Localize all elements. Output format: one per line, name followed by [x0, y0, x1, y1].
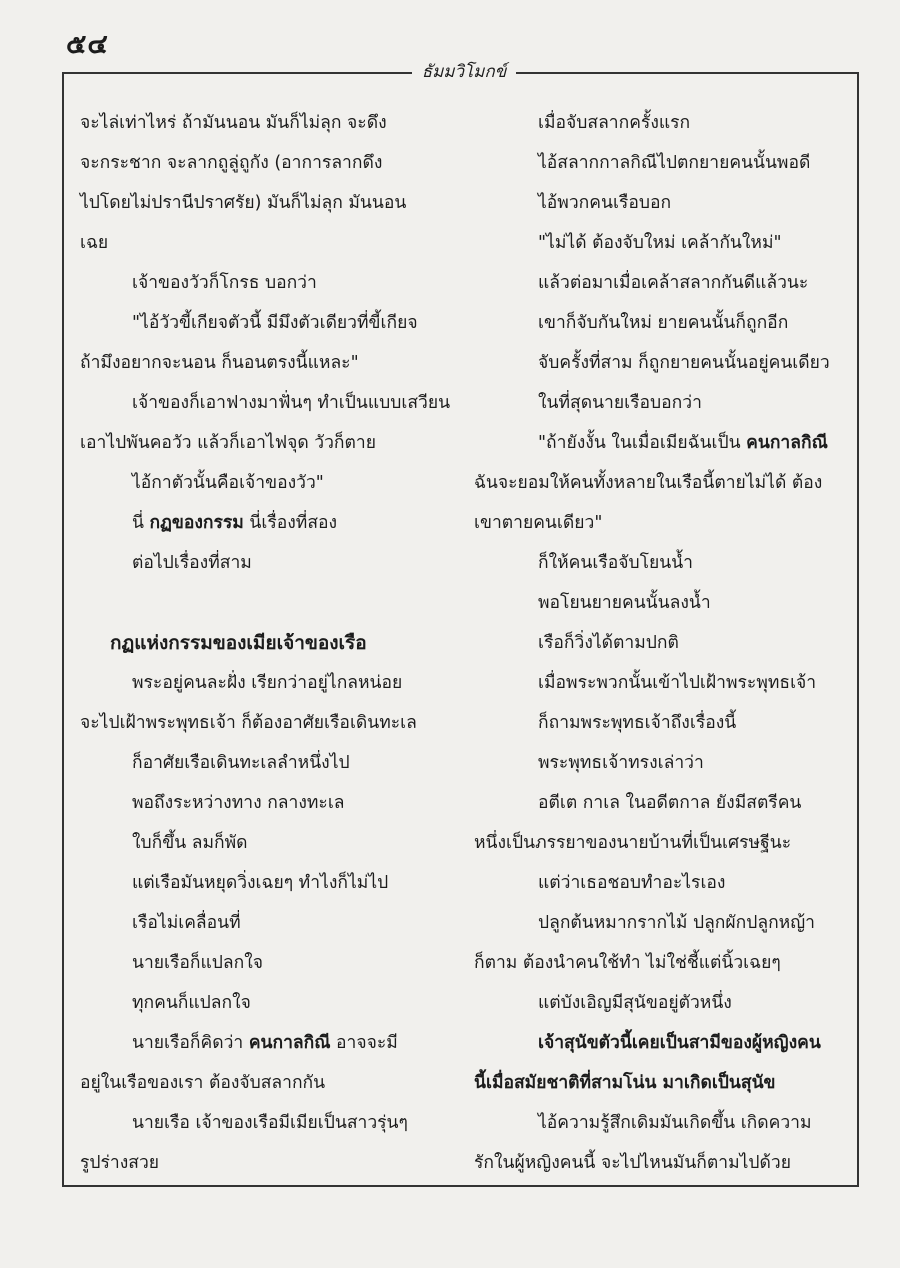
text-run: "ถ้ายังงั้น ในเมื่อเมียฉันเป็น: [538, 433, 747, 453]
text-line: ปลูกต้นหมากรากไม้ ปลูกผักปลูกหญ้า: [538, 913, 815, 933]
text-line: [80, 1023, 450, 1063]
text-line: ก็ให้คนเรือจับโยนน้ำ: [538, 553, 694, 573]
text-line: [80, 503, 450, 543]
text-line: เขาตายคนเดียว": [474, 513, 603, 533]
text-line: ไอ้พวกคนเรือบอก: [538, 193, 672, 213]
text-line: แต่เรือมันหยุดวิ่งเฉยๆ ทำไงก็ไม่ไป: [132, 873, 389, 893]
bold-line: เจ้าสุนัขตัวนี้เคยเป็นสามีของผู้หญิงคน: [538, 1033, 821, 1053]
text-line: แล้วต่อมาเมื่อเคล้าสลากกันดีแล้วนะ: [538, 273, 809, 293]
text-line: อตีเต กาเล ในอดีตกาล ยังมีสตรีคน: [538, 793, 802, 813]
running-title: ธัมมวิโมกข์: [421, 62, 507, 82]
text-line: ก็ถามพระพุทธเจ้าถึงเรื่องนี้: [538, 713, 737, 733]
text-line: ต่อไปเรื่องที่สาม: [132, 553, 252, 573]
bold-line: นี้เมื่อสมัยชาติที่สามโน่น มาเกิดเป็นสุนัข: [474, 1073, 776, 1093]
text-line: ก็ตาม ต้องนำคนใช้ทำ ไม่ใช่ชี้แต่นิ้วเฉยๆ: [474, 953, 781, 973]
bold-term: คนกาลกิณี: [746, 433, 828, 453]
text-run: นายเรือก็คิดว่า: [132, 1033, 249, 1053]
text-line: พระพุทธเจ้าทรงเล่าว่า: [538, 753, 704, 773]
text-line: เจ้าของวัวก็โกรธ บอกว่า: [132, 273, 317, 293]
text-run: อาจจะมี: [330, 1033, 398, 1053]
text-line: เมื่อจับสลากครั้งแรก: [538, 113, 691, 133]
text-run: นี่: [132, 513, 150, 533]
text-line: แต่บังเอิญมีสุนัขอยู่ตัวหนึ่ง: [538, 993, 732, 1013]
text-line: เรือไม่เคลื่อนที่: [132, 913, 241, 933]
text-line: เรือก็วิ่งได้ตามปกติ: [538, 633, 679, 653]
text-line: "ไอ้วัวขี้เกียจตัวนี้ มีมึงตัวเดียวที่ขี้เกียจ: [132, 313, 418, 333]
right-column: [474, 103, 844, 1183]
text-line: นายเรือ เจ้าของเรือมีเมียเป็นสาวรุ่นๆ: [132, 1113, 408, 1133]
bold-term: คนกาลกิณี: [248, 1033, 331, 1053]
text-line: "ไม่ได้ ต้องจับใหม่ เคล้ากันใหม่": [538, 233, 782, 253]
text-line: ก็อาศัยเรือเดินทะเลลำหนึ่งไป: [132, 753, 350, 773]
text-line: [474, 423, 844, 463]
text-line: พอถึงระหว่างทาง กลางทะเล: [132, 793, 345, 813]
text-line: เมื่อพระพวกนั้นเข้าไปเฝ้าพระพุทธเจ้า: [538, 673, 817, 693]
blank-line: [80, 583, 450, 623]
left-column: [80, 103, 450, 1183]
text-line: เจ้าของก็เอาฟางมาฟั่นๆ ทำเป็นแบบเสวียน: [132, 393, 451, 413]
text-line: ไอ้สลากกาลกิณีไปตกยายคนนั้นพอดี: [538, 153, 811, 173]
text-line: พอโยนยายคนนั้นลงน้ำ: [538, 593, 711, 613]
text-line: ไอ้กาตัวนั้นคือเจ้าของวัว": [132, 473, 324, 493]
text-run: นี่เรื่องที่สอง: [243, 513, 338, 533]
text-line: เฉย: [80, 233, 109, 253]
text-line: ทุกคนก็แปลกใจ: [132, 993, 251, 1013]
text-line: ไอ้ความรู้สึกเดิมมันเกิดขึ้น เกิดความ: [538, 1113, 812, 1133]
page-number: ๕๔: [66, 29, 109, 60]
section-heading: กฏแห่งกรรมของเมียเจ้าของเรือ: [110, 632, 367, 654]
text-line: ไปโดยไม่ปรานีปราศรัย) มันก็ไม่ลุก มันนอน: [80, 193, 407, 213]
text-line: จะไปเฝ้าพระพุทธเจ้า ก็ต้องอาศัยเรือเดินทะเล: [80, 713, 417, 733]
text-line: เขาก็จับกันใหม่ ยายคนนั้นก็ถูกอีก: [538, 313, 789, 333]
text-line: ใบก็ขึ้น ลมก็พัด: [132, 833, 248, 853]
text-line: ฉันจะยอมให้คนทั้งหลายในเรือนี้ตายไม่ได้ ต้อง: [474, 473, 823, 493]
text-line: จะไล่เท่าไหร่ ถ้ามันนอน มันก็ไม่ลุก จะดึง: [80, 113, 387, 133]
text-line: หนึ่งเป็นภรรยาของนายบ้านที่เป็นเศรษฐีนะ: [474, 833, 792, 853]
text-line: ในที่สุดนายเรือบอกว่า: [538, 393, 702, 413]
text-line: ถ้ามึงอยากจะนอน ก็นอนตรงนี้แหละ": [80, 353, 359, 373]
bold-term: กฏของกรรม: [149, 513, 244, 533]
text-line: อยู่ในเรือของเรา ต้องจับสลากกัน: [80, 1073, 326, 1093]
text-line: นายเรือก็แปลกใจ: [132, 953, 264, 973]
text-line: รูปร่างสวย: [80, 1153, 160, 1173]
text-line: พระอยู่คนละฝั่ง เรียกว่าอยู่ไกลหน่อย: [132, 673, 403, 693]
text-line: จับครั้งที่สาม ก็ถูกยายคนนั้นอยู่คนเดียว: [538, 353, 830, 373]
text-line: รักในผู้หญิงคนนี้ จะไปไหนมันก็ตามไปด้วย: [474, 1153, 791, 1173]
text-line: แต่ว่าเธอชอบทำอะไรเอง: [538, 873, 726, 893]
text-line: จะกระชาก จะลากถูลู่ถูกัง (อาการลากดึง: [80, 153, 383, 173]
text-line: เอาไปพันคอวัว แล้วก็เอาไฟจุด วัวก็ตาย: [80, 433, 376, 453]
